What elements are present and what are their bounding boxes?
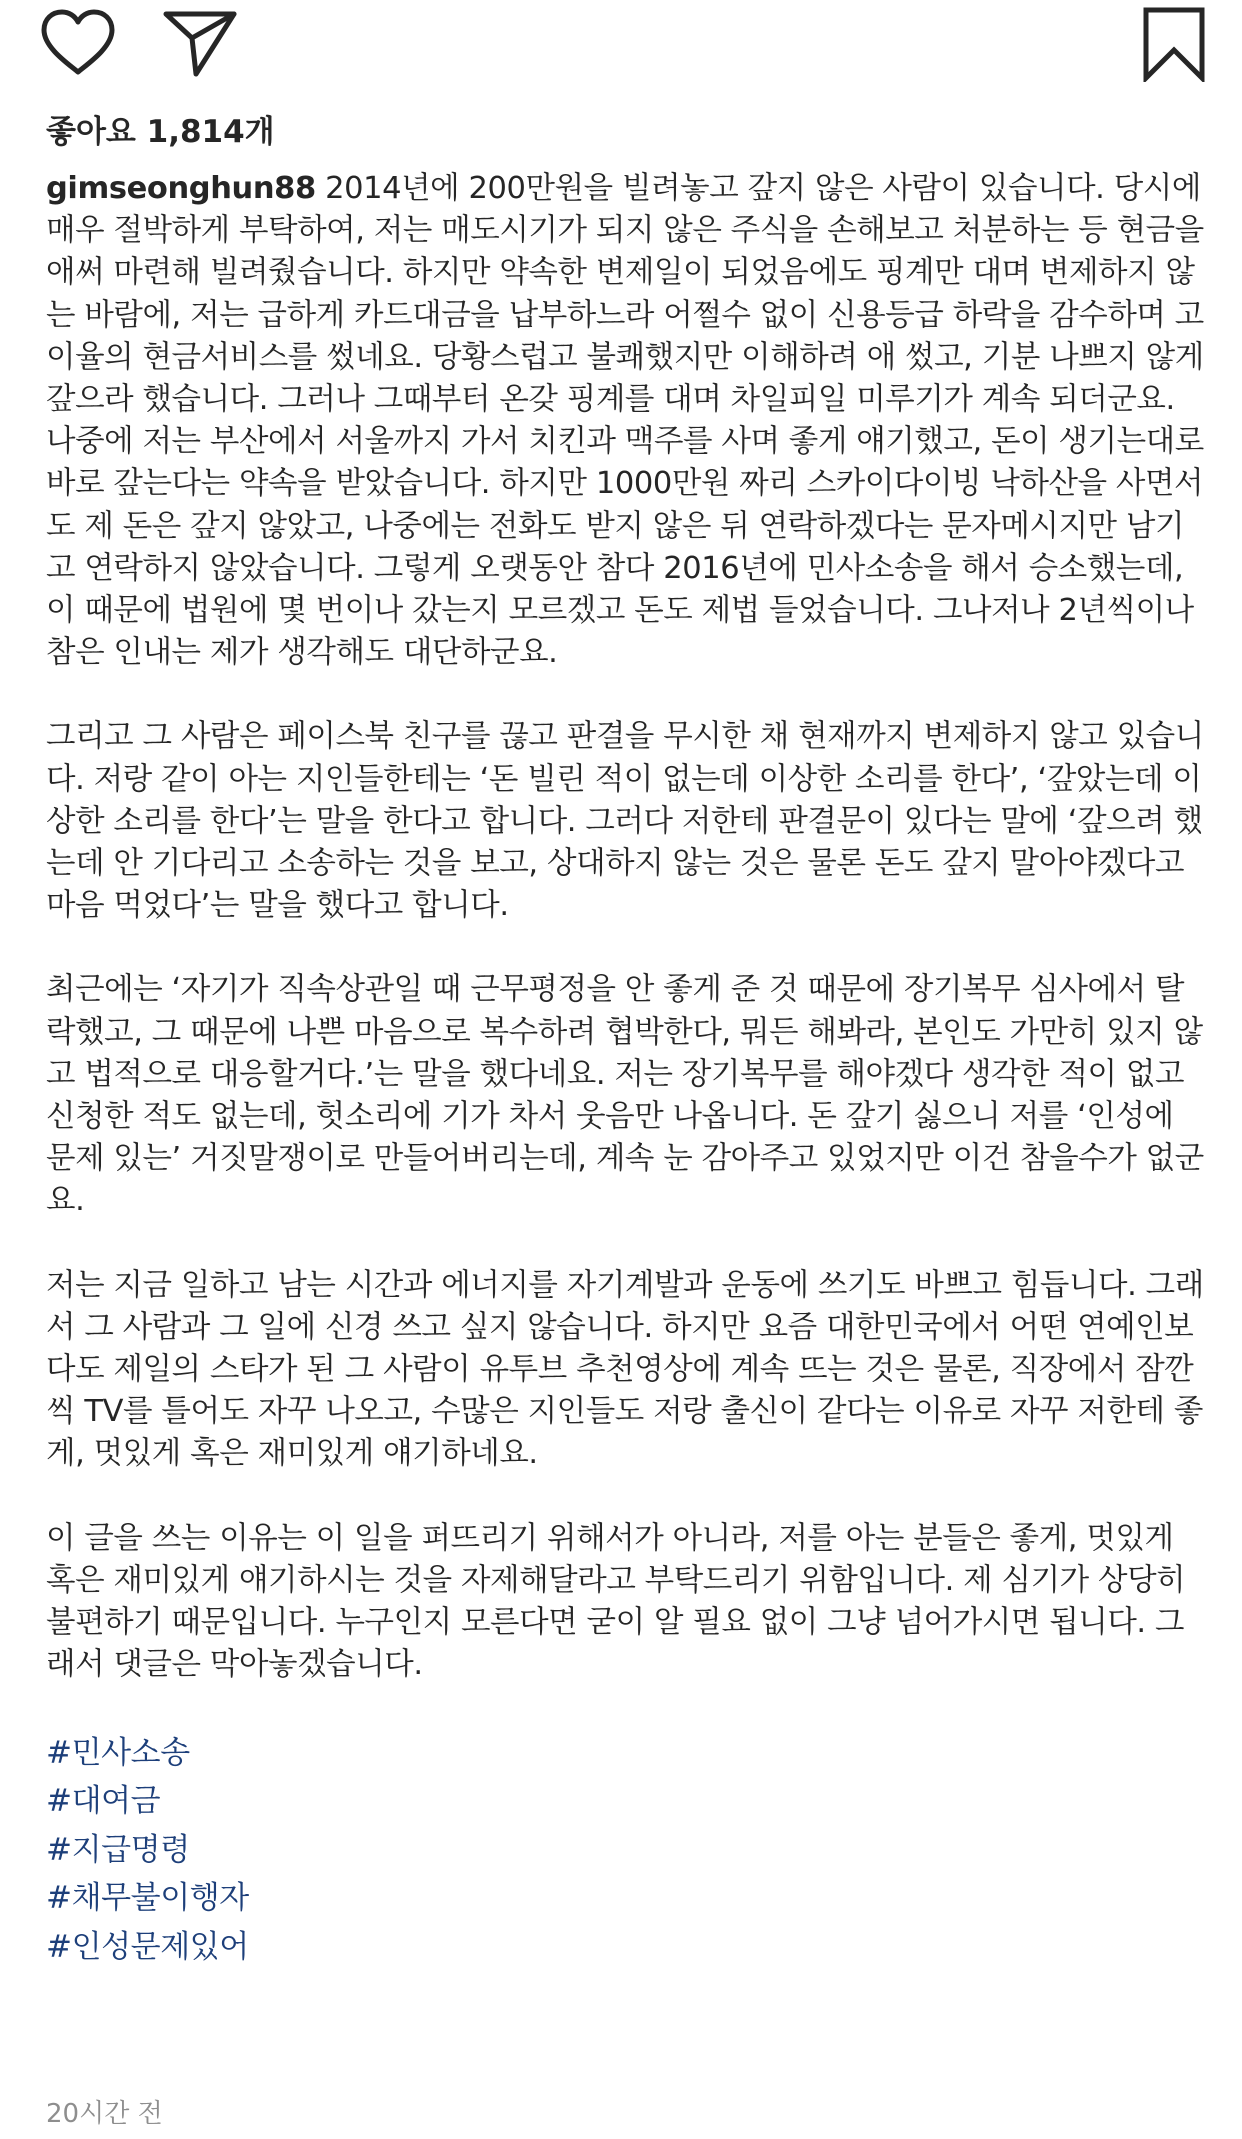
username-link[interactable]: gimseonghun88 bbox=[46, 171, 316, 206]
post-action-bar bbox=[0, 0, 1242, 100]
hashtag-list bbox=[46, 1729, 1206, 1972]
hashtag-link[interactable]: #민사소송 bbox=[46, 1734, 190, 1771]
hashtag-link[interactable]: #대여금 bbox=[46, 1783, 161, 1820]
caption-paragraph: 그리고 그 사람은 페이스북 친구를 끊고 판결을 무시한 채 현재까지 변제하지 않고 있습니다. 저랑 같이 아는 지인들한테는 ‘돈 빌린 적이 없는데 이상한 소리를 한다’, ‘갚았는데 이상한 소리를 한다’는 말을 한다고 합니다. 그러다 저한테 판결문이 있다는 말에 ‘갚으려 했는데 안 기다리고 소송하는 것을 보고, 상대하지 않는 것은 물론 돈도 갚지 말아야겠다고 마음 먹었다’는 말을 했다고 합니다. bbox=[46, 719, 1204, 924]
caption-paragraph: 최근에는 ‘자기가 직속상관일 때 근무평정을 안 좋게 준 것 때문에 장기복무 심사에서 탈락했고, 그 때문에 나쁜 마음으로 복수하려 협박한다, 뭐든 해봐라, 본인도 가만히 있지 않고 법적으로 대응할거다.’는 말을 했다네요. 저는 장기복무를 해야겠다 생각한 적이 없고 신청한 적도 없는데, 헛소리에 기가 차서 웃음만 나옵니다. 돈 갚기 싫으니 저를 ‘인성에 문제 있는’ 거짓말쟁이로 만들어버리는데, 계속 눈 감아주고 있었지만 이건 참을수가 없군요. bbox=[46, 972, 1204, 1219]
post-caption bbox=[46, 168, 1214, 1971]
caption-paragraph: 저는 지금 일하고 남는 시간과 에너지를 자기계발과 운동에 쓰기도 바쁘고 힘듭니다. 그래서 그 사람과 그 일에 신경 쓰고 싶지 않습니다. 하지만 요즘 대한민국에서 어떤 연예인보다도 제일의 스타가 된 그 사람이 유투브 추천영상에 계속 뜨는 것은 물론, 직장에서 잠깐씩 TV를 틀어도 자꾸 나오고, 수많은 지인들도 저랑 출신이 같다는 이유로 자꾸 저한테 좋게, 멋있게 혹은 재미있게 얘기하네요. bbox=[46, 1267, 1204, 1472]
hashtag-link[interactable]: #지급명령 bbox=[46, 1831, 190, 1868]
caption-text: 2014년에 200만원을 빌려놓고 갚지 않은 사람이 있습니다. 당시에 매우 절박하게 부탁하여, 저는 매도시기가 되지 않은 주식을 손해보고 처분하는 등 현금을 애써 마련해 빌려줬습니다. 하지만 약속한 변제일이 되었음에도 핑계만 대며 변제하지 않는 바람에, 저는 급하게 카드대금을 납부하느라 어쩔수 없이 신용등급 하락을 감수하며 고이율의 현금서비스를 썼네요. 당황스럽고 불쾌했지만 이해하려 애 썼고, 기분 나쁘지 않게 갚으라 했습니다. 그러나 그때부터 온갖 핑계를 대며 차일피일 미루기가 계속 되더군요. 나중에 저는 부산에서 서울까지 가서 치킨과 맥주를 사며 좋게 얘기했고, 돈이 생기는대로 바로 갚는다는 약속을 받았습니다. 하지만 1000만원 짜리 스카이다이빙 낙하산을 사면서도 제 돈은 갚지 않았고, 나중에는 전화도 받지 않은 뒤 연락하겠다는 문자메시지만 남기고 연락하지 않았습니다. 그렇게 오랫동안 참다 2016년에 민사소송을 해서 승소했는데, 이 때문에 법원에 몇 번이나 갔는지 모르겠고 돈도 제법 들었습니다. 그나저나 2년씩이나 참은 인내는 제가 생각해도 대단하군요. bbox=[46, 171, 1214, 671]
caption-paragraph bbox=[46, 168, 1214, 674]
hashtag-link[interactable]: #인성문제있어 bbox=[46, 1928, 249, 1965]
bookmark-outline-icon[interactable] bbox=[1140, 6, 1208, 82]
post-timestamp: 20시간 전 bbox=[46, 2099, 163, 2129]
hashtag-link[interactable]: #채무불이행자 bbox=[46, 1880, 249, 1917]
heart-outline-icon[interactable] bbox=[40, 8, 116, 78]
caption-paragraph: 이 글을 쓰는 이유는 이 일을 퍼뜨리기 위해서가 아니라, 저를 아는 분들은 좋게, 멋있게 혹은 재미있게 얘기하시는 것을 자제해달라고 부탁드리기 위함입니다. 제 심기가 상당히 불편하기 때문입니다. 누구인지 모른다면 굳이 알 필요 없이 그냥 넘어가시면 됩니다. 그래서 댓글은 막아놓겠습니다. bbox=[46, 1520, 1195, 1683]
paper-plane-icon[interactable] bbox=[162, 8, 238, 78]
like-count[interactable]: 좋아요 1,814개 bbox=[46, 114, 275, 150]
